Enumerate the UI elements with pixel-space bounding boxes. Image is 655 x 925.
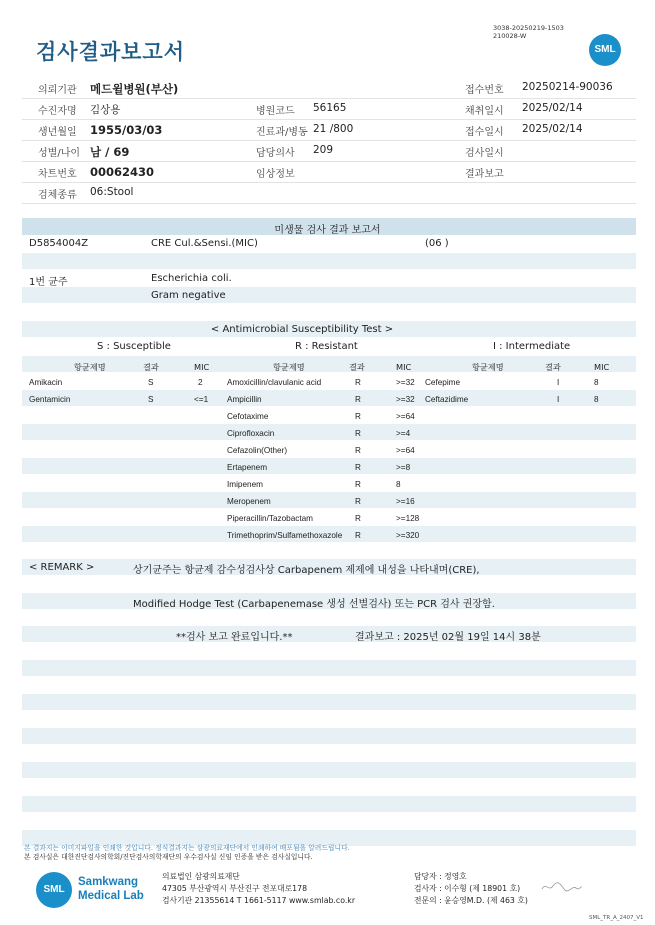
footer-logo-name-1: Samkwang [78,876,139,888]
info-row-5 [22,162,636,183]
ast-drug: Ciprofloxacin [227,429,275,438]
remark-label: < REMARK > [29,562,95,573]
ast-result: R [355,463,361,472]
client-value: 메드윌병원(부산) [90,82,179,96]
ast-result: S [148,395,154,404]
band [22,424,636,440]
result-report-label: 결과보고 [465,169,504,180]
document-id-line2: 210028-W [493,32,527,40]
sml-logo: SML [589,34,621,66]
info-row-2 [22,99,636,120]
birth-value: 1955/03/03 [90,123,163,137]
ast-result: R [355,531,361,540]
info-row-1 [22,78,636,99]
col-mic-header: MIC [396,362,412,372]
receipt-no-value: 20250214-90036 [522,81,613,93]
test-date-label: 검사일시 [465,148,504,159]
ast-result: R [355,446,361,455]
org-name: 의료법인 삼광의료재단 [162,872,240,881]
col-result-header: 결과 [143,362,159,372]
ast-mic: >=16 [396,497,415,506]
micro-section-title: 미생물 검사 결과 보고서 [274,225,381,236]
band [22,694,636,710]
band [22,626,636,642]
hospital-code-value: 56165 [313,102,347,114]
legend-intermediate: I : Intermediate [493,341,571,352]
notice-line-2: 본 검사실은 대한진단검사의학회/진단검사의학재단의 우수검사실 신임 인증을 받은 검사실입니다. [24,853,313,861]
ward-value: 21 /800 [313,123,354,135]
ast-drug: Imipenem [227,480,263,489]
test-name: CRE Cul.&Sensi.(MIC) [151,238,258,249]
ast-drug: Cefazolin(Other) [227,446,288,455]
sex-age-value: 남 / 69 [90,145,130,159]
receipt-no-label: 접수번호 [465,85,504,96]
ast-drug: Ceftazidime [425,395,469,404]
ast-drug: Meropenem [227,497,271,506]
client-label: 의뢰기관 [38,85,77,96]
info-row-4 [22,141,636,162]
organism-name: Escherichia coli. [151,273,232,284]
form-code: SML_TR_A_2407_V1 [589,915,644,921]
ward-label: 진료과/병동 [256,127,308,138]
org-address: 47305 부산광역시 부산진구 전포대로178 [162,884,308,893]
band [22,660,636,676]
specimen-value: 06:Stool [90,186,134,198]
band [22,253,636,269]
ast-result: R [355,412,361,421]
signature-icon [540,880,584,894]
col-result-header: 결과 [349,362,365,372]
chart-value: 00062430 [90,165,155,179]
ast-result: R [355,480,361,489]
ast-mic: 8 [396,480,401,489]
band [22,796,636,812]
staff-specialist: 전문의 : 윤승영M.D. (제 463 호) [414,896,528,905]
ast-mic: 8 [594,395,599,404]
ast-result: R [355,395,361,404]
info-row-6 [22,183,636,204]
collect-date-label: 채취일시 [465,106,504,117]
ast-drug: Amoxicillin/clavulanic acid [227,378,322,387]
band [22,458,636,474]
report-complete-text: **검사 보고 완료입니다.** [176,632,293,643]
ast-mic: >=320 [396,531,420,540]
ast-drug: Amikacin [29,378,63,387]
ast-result: R [355,378,361,387]
examinee-label: 수진자명 [38,106,77,117]
staff-manager: 담당자 : 정영호 [414,872,467,881]
band [22,287,636,303]
ast-result: S [148,378,154,387]
examinee-value: 김상용 [90,104,121,116]
test-code: (06 ) [425,238,449,249]
ast-drug: Trimethoprim/Sulfamethoxazole [227,531,343,540]
hospital-code-label: 병원코드 [256,106,295,117]
report-time: 결과보고 : 2025년 02월 19일 14시 38분 [355,632,541,643]
footer-logo-icon: SML [36,872,72,908]
col-mic-header: MIC [594,362,610,372]
receipt-date-label: 접수일시 [465,127,504,138]
ast-mic: 8 [594,378,599,387]
ast-mic: >=64 [396,446,415,455]
document-id [493,24,564,40]
notice-line-1: 본 결과지는 이미지파일을 인쇄한 것입니다. 정식결과지는 삼광의료재단에서 인쇄하여 배포됨을 알려드립니다. [24,844,350,852]
legend-susceptible: S : Susceptible [97,341,171,352]
sex-age-label: 성별/나이 [38,148,81,159]
ast-mic: >=4 [396,429,411,438]
ast-drug: Gentamicin [29,395,71,404]
ast-drug: Ampicillin [227,395,262,404]
birth-label: 생년월일 [38,127,77,138]
page-title: 검사결과보고서 [36,40,186,64]
band [22,356,636,372]
ast-result: R [355,429,361,438]
ast-result: I [557,378,560,387]
gram-stain: Gram negative [151,290,226,301]
ast-mic: <=1 [194,395,209,404]
clinical-label: 임상정보 [256,169,295,180]
receipt-date-value: 2025/02/14 [522,123,583,135]
ast-drug: Cefepime [425,378,461,387]
organism-label: 1번 균주 [29,277,68,288]
ast-drug: Cefotaxime [227,412,269,421]
doctor-label: 담당의사 [256,148,295,159]
doctor-value: 209 [313,144,334,156]
ast-drug: Ertapenem [227,463,268,472]
col-mic-header: MIC [194,362,210,372]
band [22,492,636,508]
band [22,762,636,778]
legend-resistant: R : Resistant [295,341,358,352]
ast-drug: Piperacillin/Tazobactam [227,514,314,523]
band [22,728,636,744]
ast-mic: >=128 [396,514,420,523]
chart-label: 차트번호 [38,169,77,180]
document-id-line1: 3038-20250219-1503 [493,24,564,32]
ast-mic: 2 [198,378,203,387]
col-result-header: 결과 [545,362,561,372]
collect-date-value: 2025/02/14 [522,102,583,114]
org-contact: 검사기관 21355614 T 1661-5117 www.smlab.co.kr [162,896,356,905]
info-row-3 [22,120,636,141]
staff-examiner: 검사자 : 이수형 (제 18901 호) [414,884,521,893]
specimen-label: 검체종류 [38,190,77,201]
ast-mic: >=64 [396,412,415,421]
ast-mic: >=8 [396,463,411,472]
col-drug-header: 항균제명 [273,362,305,372]
specimen-id: D5854004Z [29,238,89,249]
col-drug-header: 항균제명 [74,362,106,372]
col-drug-header: 항균제명 [472,362,504,372]
band [22,390,636,406]
ast-mic: >=32 [396,395,415,404]
ast-result: R [355,514,361,523]
ast-result: R [355,497,361,506]
remark-line-2: Modified Hodge Test (Carbapenemase 생성 선별검사) 또는 PCR 검사 권장함. [133,599,495,610]
ast-mic: >=32 [396,378,415,387]
ast-result: I [557,395,560,404]
remark-line-1: 상기균주는 항균제 감수성검사상 Carbapenem 제제에 내성을 나타내며(CRE), [133,565,480,576]
ast-title: < Antimicrobial Susceptibility Test > [210,324,394,335]
footer-logo-name-2: Medical Lab [78,890,144,902]
